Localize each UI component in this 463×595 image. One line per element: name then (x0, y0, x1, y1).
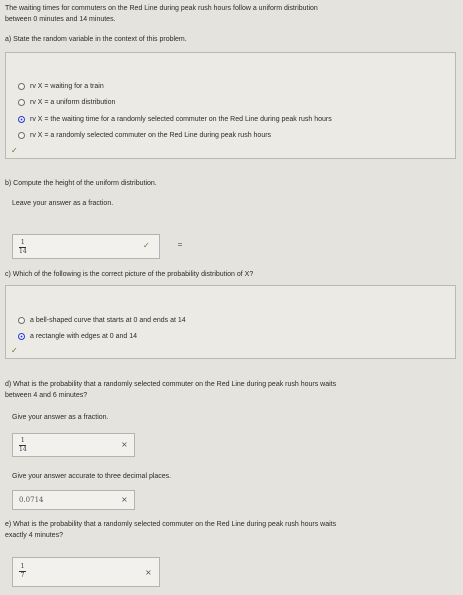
intro-line-2: between 0 minutes and 14 minutes. (5, 16, 116, 23)
fraction-answer: 1 7 (20, 563, 25, 579)
part-a-option-4[interactable]: rv X = a randomly selected commuter on the Red Line during peak rush hours (18, 131, 271, 140)
part-b-question: b) Compute the height of the uniform distribution. (5, 180, 157, 187)
part-d-instruction-fraction: Give your answer as a fraction. (12, 414, 109, 421)
part-a-option-1[interactable]: rv X = waiting for a train (18, 82, 104, 91)
part-c-option-1[interactable]: a bell-shaped curve that starts at 0 and ends at 14 (18, 316, 186, 325)
part-a-question: a) State the random variable in the context of this problem. (5, 36, 187, 43)
part-d-decimal-field[interactable] (12, 490, 135, 510)
checkmark-icon: ✓ (143, 241, 150, 250)
part-e-question-line-2: exactly 4 minutes? (5, 532, 63, 539)
part-d-question-line-1: d) What is the probability that a randomly selected commuter on the Red Line during peak rush hours waits (5, 381, 337, 388)
part-d-question-line-2: between 4 and 6 minutes? (5, 392, 88, 399)
x-icon: × (145, 568, 152, 577)
part-a-panel (5, 52, 456, 159)
intro-line-1: The waiting times for commuters on the Red Line during peak rush hours follow a uniform distribution (5, 5, 318, 12)
checkmark-icon: ✓ (11, 346, 18, 355)
radio-button[interactable] (18, 132, 25, 139)
radio-button-selected[interactable] (18, 116, 25, 123)
part-a-option-2[interactable]: rv X = a uniform distribution (18, 98, 115, 107)
radio-button-selected[interactable] (18, 333, 25, 340)
radio-button[interactable] (18, 317, 25, 324)
fraction-answer: 1 14 (19, 437, 27, 453)
equation-editor-icon[interactable] (178, 243, 182, 246)
part-c-question: c) Which of the following is the correct picture of the probability distribution of X? (5, 271, 254, 278)
part-b-answer-field[interactable] (12, 234, 160, 259)
part-e-answer-field[interactable] (12, 557, 160, 587)
part-c-panel (5, 285, 456, 359)
part-b-instruction: Leave your answer as a fraction. (12, 200, 114, 207)
x-icon: × (121, 495, 128, 504)
decimal-answer: 0.0714 (19, 496, 44, 504)
checkmark-icon: ✓ (11, 146, 18, 155)
radio-button[interactable] (18, 83, 25, 90)
radio-button[interactable] (18, 99, 25, 106)
x-icon: × (121, 440, 128, 449)
part-e-question-line-1: e) What is the probability that a randomly selected commuter on the Red Line during peak rush hours waits (5, 521, 337, 528)
part-d-fraction-field[interactable] (12, 433, 135, 457)
fraction-answer: 1 14 (19, 239, 27, 255)
part-a-option-3[interactable]: rv X = the waiting time for a randomly selected commuter on the Red Line during peak rush hours (18, 115, 332, 124)
part-c-option-2[interactable]: a rectangle with edges at 0 and 14 (18, 332, 137, 341)
part-d-instruction-decimal: Give your answer accurate to three decimal places. (12, 473, 172, 480)
